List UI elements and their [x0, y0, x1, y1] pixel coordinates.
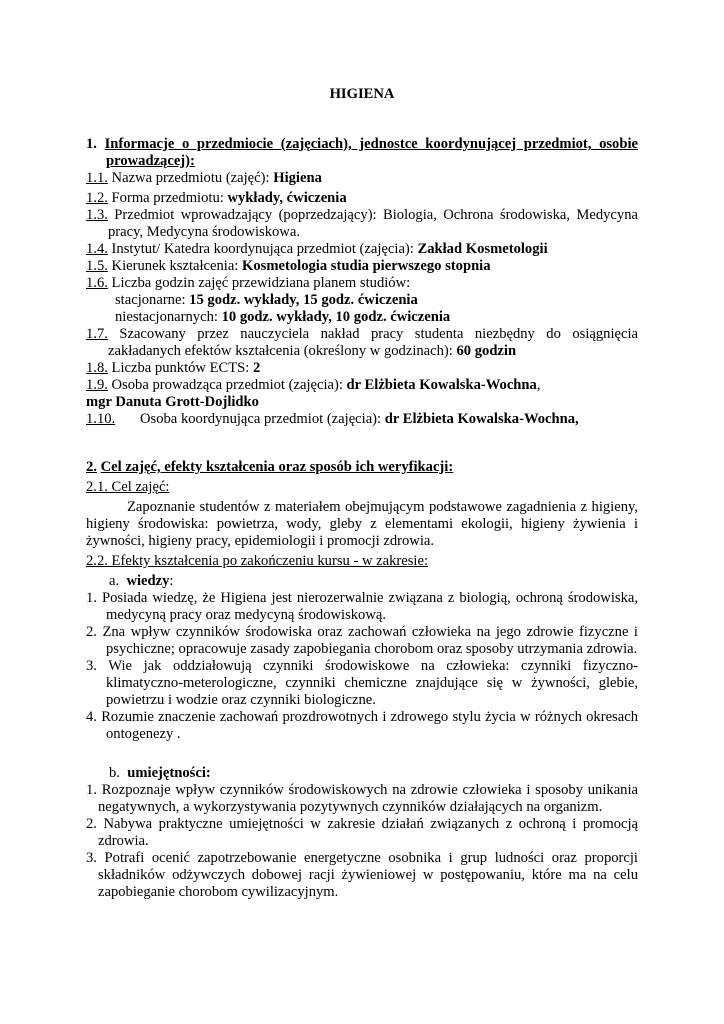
item-text: Liczba punktów ECTS: — [111, 360, 254, 376]
section-2-title: Cel zajęć, efekty kształcenia oraz sposób ich weryfikacji: — [100, 459, 454, 475]
item-text: Osoba koordynująca przedmiot (zajęcia): — [140, 411, 385, 427]
item-text: Liczba godzin zajęć przewidziana planem studiów: — [111, 275, 411, 291]
item-number: 1.10. — [86, 411, 116, 427]
knowledge-heading: wiedzy — [126, 573, 170, 589]
skills-heading: umiejętności: — [127, 765, 211, 781]
item-number: 1.6. — [86, 275, 108, 291]
item-1-5 — [86, 258, 638, 275]
section-2-1-text: Zapoznanie studentów z materiałem obejmującym podstawowe zagadnienia z higieny, higieny środowiska: powietrza, wody, gleby z elementami ekologii, higieny żywienia i żywności, higieny pracy, epidemiologii i promocji zdrowia. — [86, 499, 638, 549]
skills-label — [86, 765, 638, 782]
item-value: 2 — [253, 360, 261, 376]
list-marker: a. — [109, 573, 120, 589]
item-1-2 — [86, 190, 638, 207]
item-1-8 — [86, 360, 638, 377]
section-2-number: 2. — [86, 459, 97, 475]
item-text: Nazwa przedmiotu (zajęć): — [111, 170, 274, 186]
document-title: HIGIENA — [329, 86, 395, 102]
item-text: Osoba prowadząca przedmiot (zajęcia): — [111, 377, 347, 393]
item-value: dr Elżbieta Kowalska-Wochna — [346, 377, 537, 393]
document-page — [86, 86, 638, 901]
item-value: 60 godzin — [456, 343, 517, 359]
item-value: Zakład Kosmetologii — [417, 241, 548, 257]
item-text: Przedmiot wprowadzający (poprzedzający): Biologia, Ochrona środowiska, Medycyna pracy, Medycyna środowiskowa. — [108, 207, 638, 240]
item-1-3 — [86, 207, 638, 241]
item-number: 1.7. — [86, 326, 108, 342]
item-number: 1.8. — [86, 360, 108, 376]
item-text: niestacjonarnych: — [115, 309, 222, 325]
item-value: mgr Danuta Grott-Dojlidko — [86, 394, 259, 410]
item-1-9-second-person — [86, 394, 638, 411]
item-value: dr Elżbieta Kowalska-Wochna, — [384, 411, 579, 427]
item-value: 10 godz. wykłady, 10 godz. ćwiczenia — [221, 309, 451, 325]
list-item: 4. Rozumie znaczenie zachowań prozdrowotnych i zdrowego stylu życia w różnych okresach ontogenezy . — [86, 709, 638, 742]
list-item: 2. Zna wpływ czynników środowiska oraz zachowań człowieka na jego zdrowie fizyczne i psychiczne; opracowuje zasady zapobiegania chorobom oraz sposoby utrzymania zdrowia. — [86, 624, 638, 657]
item-text: Forma przedmiotu: — [111, 190, 228, 206]
item-1-7 — [86, 326, 638, 360]
item-1-6-stationary — [86, 292, 638, 309]
item-text: Szacowany przez nauczyciela nakład pracy studenta niezbędny do osiągnięcia zakładanych efektów kształcenia (określony w godzinach): — [108, 326, 638, 359]
section-1-number: 1. — [86, 136, 97, 152]
subsection-label: 2.2. Efekty kształcenia po zakończeniu kursu - w zakresie: — [86, 553, 429, 569]
item-text: Kierunek kształcenia: — [111, 258, 243, 274]
list-colon: : — [169, 573, 174, 589]
item-1-1 — [86, 170, 638, 187]
section-1-heading — [86, 136, 638, 170]
item-value: wykłady, ćwiczenia — [227, 190, 347, 206]
item-1-9 — [86, 377, 638, 394]
subsection-label: 2.1. Cel zajęć: — [86, 479, 170, 495]
item-1-6 — [86, 275, 638, 292]
item-1-4 — [86, 241, 638, 258]
list-marker: b. — [109, 765, 120, 781]
skills-list — [86, 782, 638, 901]
list-item: 2. Nabywa praktyczne umiejętności w zakresie działań związanych z ochroną i promocją zdrowia. — [86, 816, 638, 849]
item-number: 1.5. — [86, 258, 108, 274]
item-number: 1.2. — [86, 190, 108, 206]
item-value: Kosmetologia studia pierwszego stopnia — [242, 258, 491, 274]
item-value: 15 godz. wykłady, 15 godz. ćwiczenia — [189, 292, 418, 308]
item-number: 1.3. — [86, 207, 108, 223]
list-item: 3. Wie jak oddziałowują czynniki środowiskowe na człowieka: czynniki fizyczno-klimatyczno-meterologiczne, czynniki chemiczne znajdujące się w żywności, glebie, powietrzu i wodzie oraz czynniki biologiczne. — [86, 658, 638, 708]
item-text: stacjonarne: — [115, 292, 190, 308]
item-1-10 — [86, 411, 638, 428]
item-value: Higiena — [273, 170, 322, 186]
section-2-1-label — [86, 479, 638, 496]
section-2-heading — [86, 459, 638, 476]
knowledge-label — [86, 573, 638, 590]
item-text: , — [536, 377, 541, 393]
section-2-2-label — [86, 553, 638, 570]
item-text: Instytut/ Katedra koordynująca przedmiot (zajęcia): — [111, 241, 418, 257]
list-item: 1. Rozpoznaje wpływ czynników środowiskowych na zdrowie człowieka i sposoby unikania negatywnych, a wykorzystywania pozytywnych czynników działających na organizm. — [86, 782, 638, 815]
list-item: 3. Potrafi ocenić zapotrzebowanie energetyczne osobnika i grup ludności oraz proporcji składników odżywczych dobowej racji żywieniowej w postępowaniu, które ma na celu zapobieganie chorobom cywilizacyjnym. — [86, 850, 638, 900]
item-number: 1.4. — [86, 241, 108, 257]
list-item: 1. Posiada wiedzę, że Higiena jest nierozerwalnie związana z biologią, ochroną środowiska, medycyną pracy oraz medycyną środowiskową. — [86, 590, 638, 623]
item-number: 1.9. — [86, 377, 108, 393]
knowledge-list — [86, 590, 638, 743]
section-1-title: Informacje o przedmiocie (zajęciach), jednostce koordynującej przedmiot, osobie prowadzącej): — [104, 136, 638, 169]
item-1-6-extramural — [86, 309, 638, 326]
item-number: 1.1. — [86, 170, 108, 186]
